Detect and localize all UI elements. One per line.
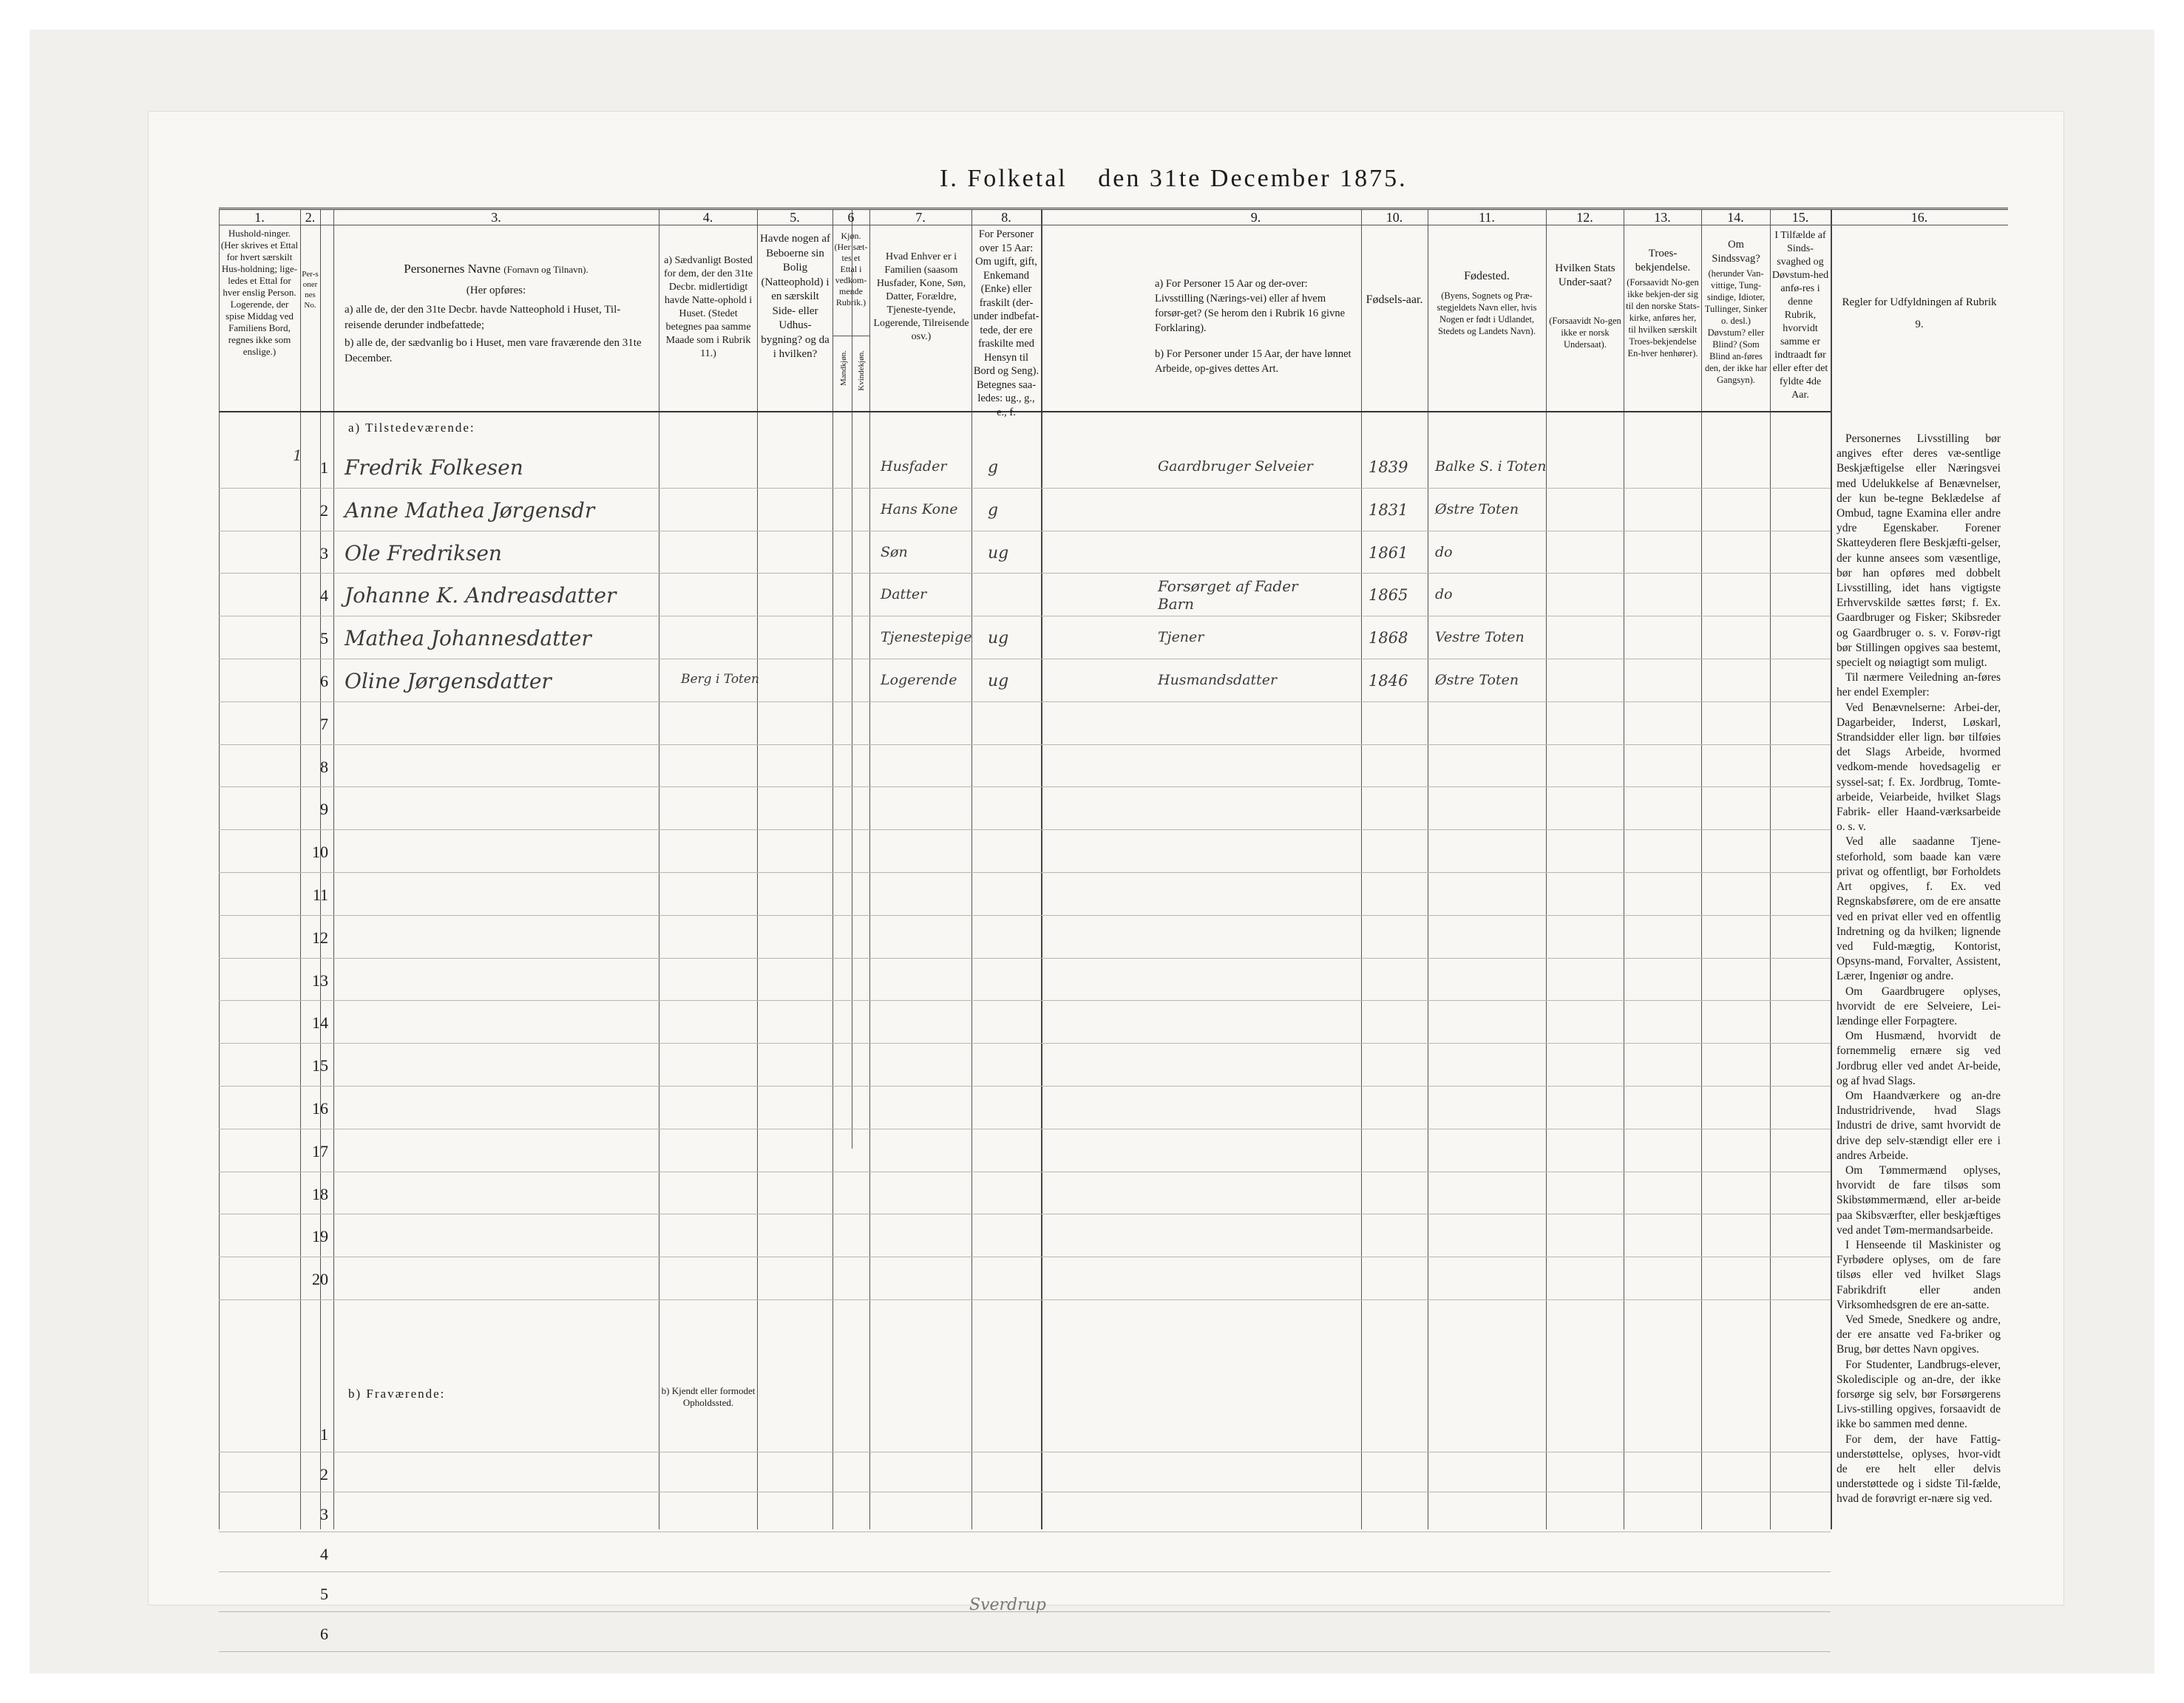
table-row [1150, 1299, 1831, 1301]
entry-birthplace: Østre Toten [1435, 500, 1519, 517]
entry-birthplace: do [1435, 543, 1453, 560]
instruction-paragraph: For dem, der have Fattig-understøttelse, oplyses, hvor-vidt de ere helt eller delvis understøttede og i sidste Til-fælde, hvad de forøvrigt er-nære sig ved. [1837, 1432, 2001, 1506]
instruction-paragraph: Ved alle saadanne Tjene-steforhold, som baade kan være privat og offentligt, bør Forholdets Art opgives, f. Ex. ved Regnskabsførere, om de ere ansatte ved en privat eller ved en offentlig Indretning og da hvilken; lignende ved Fuld-mægtig, Kontorist, Opsyns-mand, Forvalter, Assistent, Lærer, Ingeniør og andre. [1837, 835, 2001, 983]
table-row [219, 1172, 1224, 1173]
row-number: 11 [312, 886, 328, 904]
table-row [219, 958, 1224, 959]
section-present-label: a) Tilstedeværende: [348, 421, 475, 435]
col-number-3: 3. [491, 210, 501, 225]
instruction-paragraph: Ved Smede, Snedkere og andre, der ere ansatte ved Fa-briker og Brug, bør dettes Navn opgives. [1837, 1313, 2001, 1356]
table-row [219, 1000, 1224, 1002]
entry-name: Oline Jørgensdatter [345, 669, 552, 693]
header-male: Mandkjøn. [839, 350, 848, 386]
col-number-1: 1. [254, 210, 265, 225]
entry-civil: ug [988, 543, 1009, 562]
row-number: 6 [320, 1625, 328, 1643]
table-row [219, 786, 1224, 788]
table-row [1150, 958, 1831, 959]
row-number: 15 [312, 1056, 328, 1075]
table-row [1150, 1000, 1831, 1002]
title-right: den 31te December 1875. [1098, 165, 1408, 192]
row-number: 19 [312, 1227, 328, 1246]
instruction-paragraph: I Henseende til Maskinister og Fyrbødere oplyses, om de fare tilsøs eller ved hvilket Slags Fabrikdrift eller anden Virksomhedsgren de ere an-satte. [1837, 1238, 2001, 1311]
header-religion-title: Troes-bekjendelse. [1635, 248, 1691, 273]
header-names-b: b) alle de, der sædvanlig bo i Huset, men vare fraværende den 31te December. [345, 337, 642, 364]
entry-birth-year: 1839 [1369, 458, 1408, 476]
header-names-intro: (Her opføres: [466, 285, 526, 296]
table-row [219, 1611, 1224, 1613]
instruction-paragraph: Ved Benævnelserne: Arbei-der, Dagarbeider, Inderst, Løskarl, Strandsidder eller lign. bør tilføies det Slags Arbeide, hvormed vedkom-mende hovedsagelig er syssel-sat; f. Ex. Jordbrug, Tomte-arbeide, Veiarbeide, hvilket Slags Fabrik- eller Haand-værksarbeide o. s. v. [1837, 701, 2001, 834]
col-number-10: 10. [1386, 210, 1403, 225]
absent-residence-header: b) Kjendt eller formodet Opholdssted. [661, 1385, 756, 1408]
entry-birth-year: 1861 [1369, 543, 1408, 562]
table-row [1150, 1257, 1831, 1258]
row-number: 7 [320, 714, 328, 733]
instruction-paragraph: Personernes Livsstilling bør angives efter deres væ-sentlige Beskjæftigelse eller Næringsvei med Udelukkelse af Benævnelser, der kun be-tegne Beklædelse af Ombud, tagne Examina eller andre ydre Egenskaber. Forener Skatteyderen flere Beskjæfti-gelser, der kunne ansees som væsentlige, bør han opføres med dobbelt Livsstilling, idet hans vigtigste Erhvervskilde sættes først; f. Ex. Gaardbruger og Fisker; Skibsreder og Gaardbruger o. s. v. Forøv-rigt bør Stillingen opgives saa bestemt, specielt og nøiagtigt som muligt. [1837, 432, 2001, 670]
entry-occupation: Husmandsdatter [1158, 672, 1278, 688]
col-number-16: 16. [1910, 210, 1928, 225]
row-number: 18 [312, 1184, 328, 1203]
table-row [219, 1651, 1224, 1653]
row-number: 3 [320, 543, 328, 562]
table-row [1150, 1043, 1831, 1044]
table-row [219, 1452, 1224, 1453]
col-number-11: 11. [1479, 210, 1495, 225]
entry-birth-year: 1831 [1369, 500, 1408, 519]
instruction-paragraph: Til nærmere Veiledning an-føres her endel Exempler: [1837, 671, 2001, 699]
table-row [219, 1086, 1224, 1087]
instruction-paragraph: Om Haandværkere og an-dre Industridrivende, hvad Slags Industri de drive, samt hvorvidt de drive dep selv-stændigt eller ere i andres Arbeide. [1837, 1089, 2001, 1162]
entry-occupation: Forsørget af Fader [1158, 577, 1298, 596]
header-onset: I Tilfælde af Sinds-svaghed og Døvstum-hed anfø-res i denne Rubrik, hvorvidt samme er indtraadt før eller efter det fyldte 4de Aar. [1771, 230, 1829, 401]
header-family-role: Hvad Enhver er i Familien (saasom Husfader, Kone, Søn, Datter, Forældre, Tjeneste-tyende, Logerende, Tilreisende osv.) [873, 251, 969, 342]
row-number: 9 [320, 800, 328, 819]
header-religion: (Forsaavidt No-gen ikke bekjen-der sig til den norske Stats-kirke, anføres her, til hvilken særskilt Troes-bekjendelse En-hver henhører). [1626, 277, 1700, 358]
entry-birth-year: 1868 [1369, 629, 1408, 647]
entry-birthplace: Vestre Toten [1435, 629, 1525, 646]
row-number: 6 [320, 672, 328, 690]
row-number: 1 [320, 458, 328, 477]
table-row [219, 1214, 1224, 1215]
table-row [1150, 1129, 1831, 1130]
row-number: 4 [320, 1545, 328, 1563]
table-row [1150, 1172, 1831, 1173]
instruction-paragraph: Om Tømmermænd oplyses, hvorvidt de fare tilsøs som Skibstømmermænd, eller ar-beide paa Skibsværfter, eller beskjæftiges ved andet Tøm-mermandsarbeide. [1837, 1163, 2001, 1237]
entry-name: Ole Fredriksen [345, 540, 502, 565]
entry-birthplace: Balke S. i Toten [1435, 458, 1547, 475]
table-row [219, 1257, 1224, 1258]
row-number: 16 [312, 1099, 328, 1118]
header-citizenship: (Forsaavidt No-gen ikke er norsk Undersaat). [1549, 316, 1621, 350]
row-number: 14 [312, 1013, 328, 1033]
entry-name: Johanne K. Andreasdatter [345, 583, 617, 608]
col-number-15: 15. [1791, 210, 1809, 225]
row-number: 8 [320, 757, 328, 776]
instructions-text [1837, 432, 2001, 1507]
entry-occupation: Tjener [1158, 629, 1204, 646]
table-row [1150, 1651, 1831, 1653]
table-row [219, 1532, 1224, 1533]
entry-birth-year: 1865 [1369, 586, 1408, 605]
col-number-8: 8. [1001, 210, 1011, 225]
usual-residence-entry: Berg i Toten [681, 672, 759, 687]
entry-name: Fredrik Folkesen [345, 455, 523, 480]
instruction-paragraph: Om Husmænd, hvorvidt de fornemmelig ernære sig ved Jordbrug eller ved andet Ar-beide, og af hvad Slags. [1837, 1030, 2001, 1087]
table-row [1150, 744, 1831, 746]
header-names-a: a) alle de, der den 31te Decbr. havde Natteophold i Huset, Til-reisende derunder indbefattede; [345, 304, 621, 331]
header-birth-year: Fødsels-aar. [1366, 293, 1423, 306]
table-row [219, 1043, 1224, 1044]
table-row [219, 829, 1224, 831]
table-row [1150, 1571, 1831, 1573]
table-row [1150, 531, 1831, 532]
header-occupation-b: b) For Personer under 15 Aar, der have lønnet Arbeide, op-gives dettes Art. [1155, 348, 1352, 375]
table-row [1150, 573, 1831, 574]
row-number: 13 [312, 971, 328, 990]
row-number: 5 [320, 629, 328, 648]
entry-occupation-line2: Barn [1158, 595, 1195, 613]
header-sex: Kjøn. (Her sæt-tes et Ettal i vedkom-mende Rubrik.) [834, 231, 868, 307]
table-row [219, 1299, 1224, 1301]
table-row [219, 531, 1224, 532]
col-number-9: 9. [1250, 210, 1261, 225]
footer-scribble: Sverdrup [969, 1596, 1046, 1614]
table-row [1150, 616, 1831, 617]
header-households: Hushold-ninger. (Her skrives et Ettal for hvert særskilt Hus-holdning; lige-ledes et Ettal for hver enslig Person. Logerende, der spise Middag ved Familiens Bord, regnes ikke som enslige.) [220, 228, 299, 357]
page-title [940, 165, 1605, 193]
header-citizenship-title: Hvilken Stats Under-saat? [1555, 262, 1615, 288]
col-number-2: 2. [305, 210, 316, 225]
table-row [1150, 488, 1831, 489]
census-page [148, 111, 2064, 1643]
section-absent-label: b) Fraværende: [348, 1387, 446, 1401]
table-row [1150, 1492, 1831, 1493]
row-number: 1 [320, 1425, 328, 1444]
col-number-4: 4. [702, 210, 713, 225]
entry-birthplace: do [1435, 586, 1453, 603]
header-usual-residence: a) Sædvanligt Bosted for dem, der den 31te Decbr. midlertidigt havde Natte-ophold i Huset. (Stedet betegnes paa samme Maade som i Rubrik 11.) [663, 255, 753, 359]
entry-role: Husfader [881, 458, 947, 475]
table-row [1150, 701, 1831, 703]
col-number-14: 14. [1727, 210, 1744, 225]
entry-civil: ug [988, 629, 1009, 648]
entry-birth-year: 1846 [1369, 672, 1408, 690]
header-birthplace: (Byens, Sognets og Præ-stegjeldets Navn eller, hvis Nogen er født i Udlandet, Stedets og Landets Navn). [1437, 290, 1537, 336]
row-number: 10 [312, 843, 328, 862]
entry-role: Datter [881, 586, 927, 603]
entry-birthplace: Østre Toten [1435, 672, 1519, 688]
header-occupation-a: a) For Personer 15 Aar og der-over: Livsstilling (Nærings-vei) eller af hvem forsør-get? (Se herom den i Rubrik 16 givne Forklaring). [1155, 278, 1346, 334]
row-number: 3 [320, 1505, 328, 1523]
instruction-paragraph: For Studenter, Landbrugs-elever, Skoledisciple og an-dre, der ikke forsørge sig selv, bør Forsørgerens Livs-stilling opgives, forsaavidt de ikke bo sammen med denne. [1837, 1358, 2001, 1431]
header-names-title: Personernes Navne (Fornavn og Tilnavn). [404, 262, 589, 276]
table-row [1150, 786, 1831, 788]
row-number: 20 [312, 1270, 328, 1289]
header-birthplace-title: Fødested. [1464, 270, 1510, 282]
entry-civil: ug [988, 672, 1009, 690]
table-row [1150, 659, 1831, 660]
col-number-13: 13. [1654, 210, 1671, 225]
header-insane-title: Om Sindssvag? [1712, 239, 1760, 265]
entry-role: Søn [881, 543, 908, 560]
entry-civil: g [988, 500, 999, 520]
entry-name: Anne Mathea Jørgensdr [345, 497, 595, 523]
table-row [219, 1129, 1224, 1130]
household-mark: 1 [293, 446, 302, 464]
table-row [219, 659, 1224, 660]
table-row [219, 488, 1224, 489]
row-number: 2 [320, 500, 328, 520]
row-number: 17 [312, 1141, 328, 1160]
entry-role: Hans Kone [881, 500, 958, 517]
table-row [219, 872, 1224, 874]
header-civil-status: For Personer over 15 Aar: Om ugift, gift, Enkemand (Enke) eller fraskilt (der-under indbefat-tede, der ere fraskilte med Hensyn til Bord og Seng). Betegnes saa-ledes: ug., g., e., f. [973, 228, 1040, 418]
col-number-6: 6 [847, 210, 855, 225]
table-row [1150, 1086, 1831, 1087]
table-row [219, 1492, 1224, 1493]
row-number: 12 [312, 928, 328, 947]
row-number: 2 [320, 1465, 328, 1483]
entry-role: Tjenestepige [881, 629, 972, 646]
entry-name: Mathea Johannesdatter [345, 626, 591, 651]
header-female: Kvindekjøn. [857, 350, 866, 391]
col-number-12: 12. [1576, 210, 1593, 225]
table-row [219, 744, 1224, 746]
entry-civil: g [988, 458, 999, 477]
table-row [1150, 829, 1831, 831]
header-insane: (herunder Van-vittige, Tung-sindige, Idioter, Tullinger, Sinker o. desl.) Døvstum? eller Blind? (Som Blind an-føres den, der ikke har Gangsyn). [1704, 268, 1768, 385]
table-row [1150, 915, 1831, 917]
row-number: 5 [320, 1585, 328, 1603]
table-row [219, 616, 1224, 617]
table-row [219, 701, 1224, 703]
right-table [1150, 208, 2008, 1529]
table-row [1150, 1214, 1831, 1215]
col-number-5: 5. [790, 210, 800, 225]
table-row [1150, 1532, 1831, 1533]
title-left: I. Folketal [940, 165, 1068, 192]
header-rules: Regler for Udfyldningen af Rubrik 9. [1842, 296, 1997, 330]
table-row [1150, 872, 1831, 874]
col-number-7: 7. [915, 210, 926, 225]
entry-occupation: Gaardbruger Selveier [1158, 458, 1313, 475]
table-row [1150, 1452, 1831, 1453]
entry-role: Logerende [881, 672, 957, 688]
header-side-building: Havde nogen af Beboerne sin Bolig (Natteophold) i en særskilt Side- eller Udhus-bygning? og da i hvilken? [760, 233, 830, 360]
table-row [219, 573, 1224, 574]
table-row [1150, 1611, 1831, 1613]
row-number: 4 [320, 586, 328, 605]
table-row [219, 1571, 1224, 1573]
table-row [219, 915, 1224, 917]
instruction-paragraph: Om Gaardbrugere oplyses, hvorvidt de ere Selveiere, Lei-lændinge eller Forpagtere. [1837, 985, 2001, 1027]
header-person-no: Per-sonernes No. [302, 270, 319, 310]
